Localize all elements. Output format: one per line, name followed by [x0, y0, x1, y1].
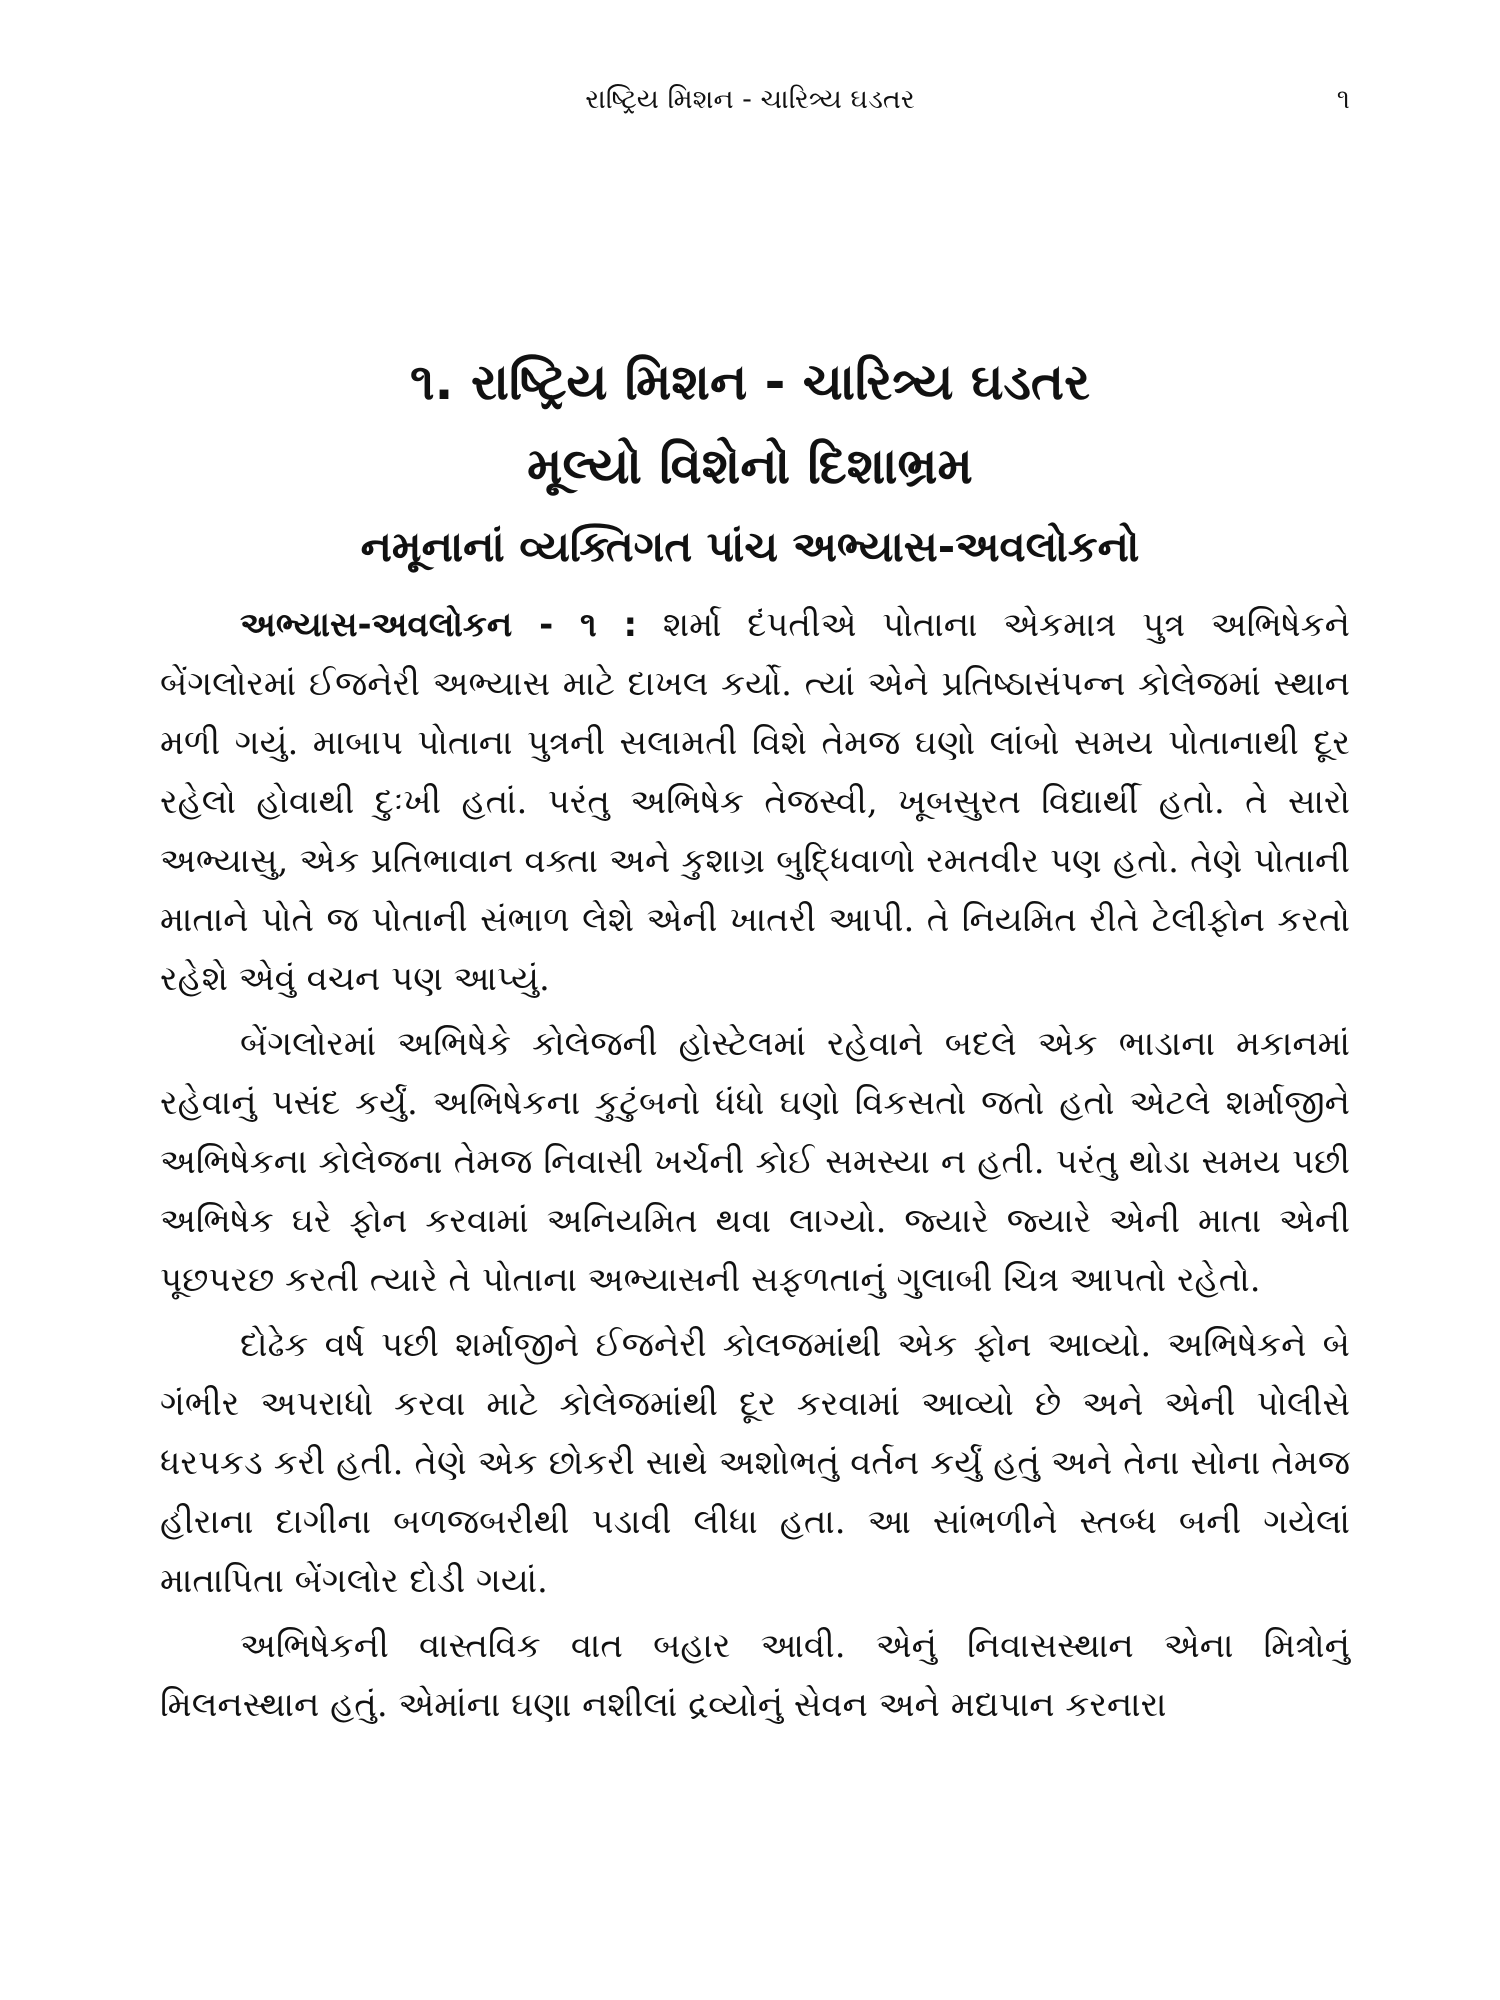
- paragraph-1: [160, 596, 1350, 1009]
- chapter-title: ૧. રાષ્ટ્રિય મિશન - ચારિત્ર્ય ઘડતર: [410, 353, 1090, 411]
- section-title: મૂલ્યો વિશેનો દિશાભ્રમ: [527, 437, 973, 495]
- running-header: [150, 80, 1350, 120]
- page-number: ૧: [1336, 84, 1350, 115]
- case-study-lead: અભ્યાસ-અવલોકન - ૧ :: [240, 605, 638, 645]
- running-title: રાષ્ટ્રિય મિશન - ચારિત્ર્ય ઘડતર: [585, 84, 915, 115]
- paragraph-1-text: શર્મા દંપતીએ પોતાના એકમાત્ર પુત્ર અભિષેકને બેંગલોરમાં ઈજનેરી અભ્યાસ માટે દાખલ કર્યો. ત્યાં એને પ્રતિષ્ઠાસંપન્ન કોલેજમાં સ્થાન મળી ગયું. માબાપ પોતાના પુત્રની સલામતી વિશે તેમજ ઘણો લાંબો સમય પોતાનાથી દૂર રહેલો હોવાથી દુઃખી હતાં. પરંતુ અભિષેક તેજસ્વી, ખૂબસુરત વિદ્યાર્થી હતો. તે સારો અભ્યાસુ, એક પ્રતિભાવાન વક્તા અને કુશાગ્ર બુદ્ધિવાળો રમતવીર પણ હતો. તેણે પોતાની માતાને પોતે જ પોતાની સંભાળ લેશે એની ખાતરી આપી. તે નિયમિત રીતે ટેલીફોન કરતો રહેશે એવું વચન પણ આપ્યું.: [160, 605, 1351, 999]
- body-text: [160, 596, 1350, 1741]
- paragraph-3: દોઢેક વર્ષ પછી શર્માજીને ઈજનેરી કોલજમાંથી એક ફોન આવ્યો. અભિષેકને બે ગંભીર અપરાધો કરવા માટે કોલેજમાંથી દૂર કરવામાં આવ્યો છે અને એની પોલીસે ધરપકડ કરી હતી. તેણે એક છોકરી સાથે અશોભતું વર્તન કર્યું હતું અને તેના સોના તેમજ હીરાના દાગીના બળજબરીથી પડાવી લીધા હતા. આ સાંભળીને સ્તબ્ધ બની ગયેલાં માતાપિતા બેંગલોર દોડી ગયાં.: [160, 1325, 1350, 1601]
- subsection-title: નમૂનાનાં વ્યક્તિગત પાંચ અભ્યાસ-અવલોકનો: [360, 522, 1140, 571]
- paragraph-4: અભિષેકની વાસ્તવિક વાત બહાર આવી. એનું નિવાસસ્થાન એના મિત્રોનું મિલનસ્થાન હતું. એમાંના ઘણા નશીલાં દ્રવ્યોનું સેવન અને મદ્યપાન કરનારા: [160, 1626, 1350, 1725]
- chapter-headings: [150, 340, 1350, 586]
- paragraph-2: બેંગલોરમાં અભિષેકે કોલેજની હોસ્ટેલમાં રહેવાને બદલે એક ભાડાના મકાનમાં રહેવાનું પસંદ કર્યું. અભિષેકના કુટુંબનો ધંધો ઘણો વિકસતો જતો હતો એટલે શર્માજીને અભિષેકના કોલેજના તેમજ નિવાસી ખર્ચની કોઈ સમસ્યા ન હતી. પરંતુ થોડા સમય પછી અભિષેક ઘરે ફોન કરવામાં અનિયમિત થવા લાગ્યો. જ્યારે જ્યારે એની માતા એની પૂછપરછ કરતી ત્યારે તે પોતાના અભ્યાસની સફળતાનું ગુલાબી ચિત્ર આપતો રહેતો.: [160, 1024, 1350, 1300]
